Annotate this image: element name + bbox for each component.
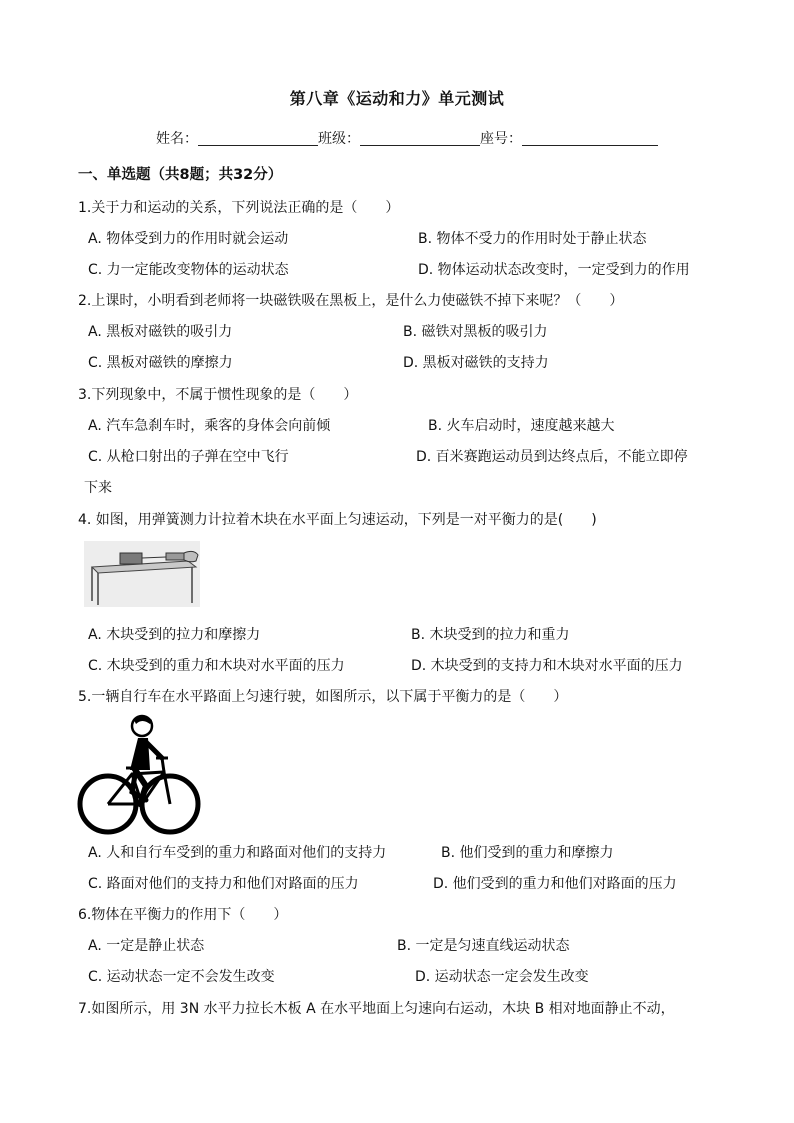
- question-1-option-d[interactable]: D. 物体运动状态改变时，一定受到力的作用: [418, 262, 690, 278]
- cyclist-figure: [76, 712, 202, 836]
- question-5-option-b[interactable]: B. 他们受到的重力和摩擦力: [441, 845, 614, 861]
- question-1-option-a[interactable]: A. 物体受到力的作用时就会运动: [88, 231, 289, 247]
- spring-scale-block-figure: [84, 541, 200, 607]
- question-6-stem: 6.物体在平衡力的作用下（ ）: [78, 907, 288, 923]
- question-3-option-b[interactable]: B. 火车启动时，速度越来越大: [428, 418, 615, 434]
- question-3-option-d-continued: 下来: [84, 480, 112, 496]
- question-6-option-a[interactable]: A. 一定是静止状态: [88, 938, 205, 954]
- question-2-option-a[interactable]: A. 黑板对磁铁的吸引力: [88, 324, 233, 340]
- question-2-option-b[interactable]: B. 磁铁对黑板的吸引力: [403, 324, 548, 340]
- question-2-stem: 2.上课时，小明看到老师将一块磁铁吸在黑板上，是什么力使磁铁不掉下来呢？（ ）: [78, 293, 624, 309]
- question-4-option-a[interactable]: A. 木块受到的拉力和摩擦力: [88, 627, 261, 643]
- question-1-option-b[interactable]: B. 物体不受力的作用时处于静止状态: [418, 231, 647, 247]
- question-2-option-d[interactable]: D. 黑板对磁铁的支持力: [403, 355, 549, 371]
- question-2-option-c[interactable]: C. 黑板对磁铁的摩擦力: [88, 355, 233, 371]
- question-4-option-d[interactable]: D. 木块受到的支持力和木块对水平面的压力: [411, 658, 683, 674]
- question-1-stem: 1.关于力和运动的关系，下列说法正确的是（ ）: [78, 200, 400, 216]
- question-3-option-c[interactable]: C. 从枪口射出的子弹在空中飞行: [88, 449, 289, 465]
- question-1-option-c[interactable]: C. 力一定能改变物体的运动状态: [88, 262, 289, 278]
- seat-label: 座号：: [480, 131, 522, 147]
- question-5-option-a[interactable]: A. 人和自行车受到的重力和路面对他们的支持力: [88, 845, 387, 861]
- class-field[interactable]: [360, 131, 480, 146]
- question-5-stem: 5.一辆自行车在水平路面上匀速行驶，如图所示，以下属于平衡力的是（ ）: [78, 689, 568, 705]
- page-title: 第八章《运动和力》单元测试: [289, 89, 505, 108]
- section-heading: 一、单选题（共8题；共32分）: [78, 167, 283, 183]
- class-label: 班级：: [318, 131, 360, 147]
- question-7-stem: 7.如图所示，用 3N 水平力拉长木板 A 在水平地面上匀速向右运动，木块 B 相对地面静止不动，: [78, 1001, 675, 1017]
- question-4-option-c[interactable]: C. 木块受到的重力和木块对水平面的压力: [88, 658, 345, 674]
- question-4-option-b[interactable]: B. 木块受到的拉力和重力: [411, 627, 570, 643]
- question-5-option-c[interactable]: C. 路面对他们的支持力和他们对路面的压力: [88, 876, 359, 892]
- name-field[interactable]: [198, 131, 318, 146]
- question-3-option-d[interactable]: D. 百米赛跑运动员到达终点后，不能立即停: [416, 449, 688, 465]
- name-label: 姓名：: [156, 131, 198, 147]
- question-3-option-a[interactable]: A. 汽车急刹车时，乘客的身体会向前倾: [88, 418, 331, 434]
- question-3-stem: 3.下列现象中，不属于惯性现象的是（ ）: [78, 387, 358, 403]
- question-6-option-c[interactable]: C. 运动状态一定不会发生改变: [88, 969, 275, 985]
- student-info-line: [156, 128, 658, 148]
- question-6-option-d[interactable]: D. 运动状态一定会发生改变: [415, 969, 589, 985]
- seat-field[interactable]: [522, 131, 658, 146]
- question-6-option-b[interactable]: B. 一定是匀速直线运动状态: [397, 938, 570, 954]
- question-4-stem: 4. 如图，用弹簧测力计拉着木块在水平面上匀速运动，下列是一对平衡力的是( ): [78, 512, 597, 528]
- question-5-option-d[interactable]: D. 他们受到的重力和他们对路面的压力: [433, 876, 677, 892]
